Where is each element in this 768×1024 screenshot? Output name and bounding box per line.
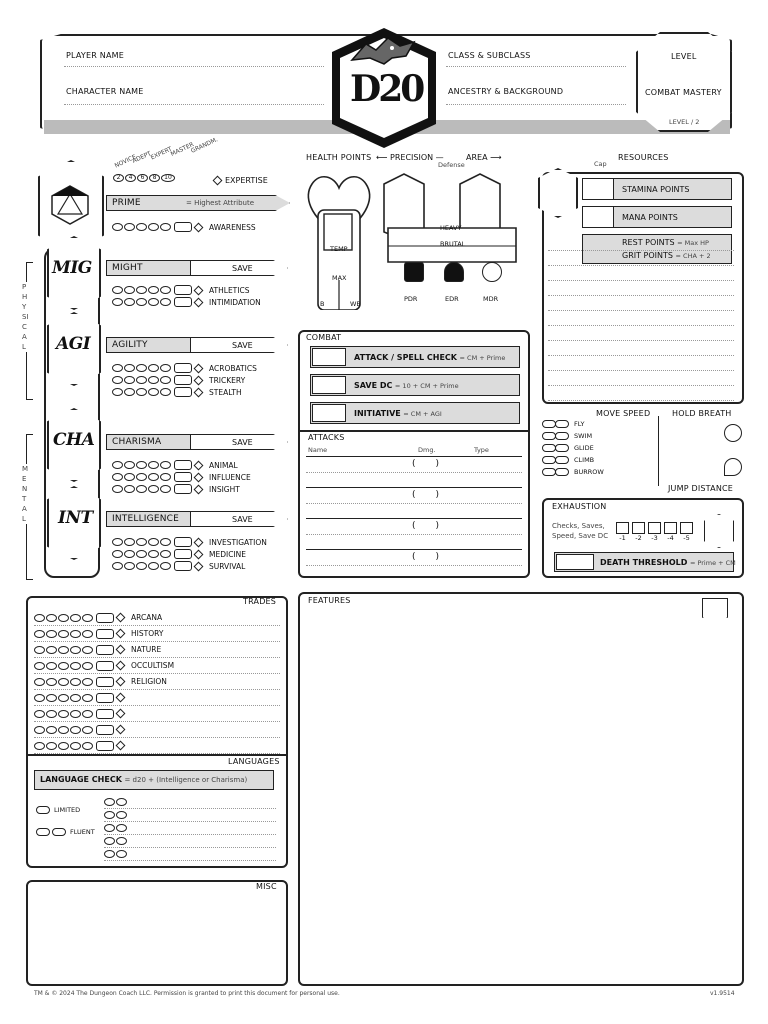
climb-row[interactable] <box>542 454 604 466</box>
burrow-label: BURROW <box>574 468 604 476</box>
precision-label: ⟵ PRECISION — <box>376 153 444 162</box>
class-subclass-label: CLASS & SUBCLASS <box>448 51 531 60</box>
language-lines <box>104 796 276 861</box>
language-check-label <box>40 775 247 784</box>
copyright-text: TM & © 2024 The Dungeon Coach LLC. Permission is granted to print this document for personal use. <box>34 990 340 997</box>
mastery-adept: ADEPT <box>131 150 153 165</box>
fluent-label: FLUENT <box>70 828 95 836</box>
occultism-row[interactable] <box>34 658 280 674</box>
influence-row[interactable] <box>112 471 251 483</box>
exhaustion-box-4[interactable] <box>664 522 677 534</box>
features-label: FEATURES <box>308 596 351 605</box>
mastery-value-4: 4 <box>125 174 136 182</box>
cap-label: Cap <box>594 160 607 168</box>
fluent-icon-2 <box>52 828 66 836</box>
player-name-field[interactable] <box>64 66 324 67</box>
limited-label: LIMITED <box>54 806 81 814</box>
agility-badge-text: AGI <box>56 334 91 354</box>
trade-blank-row[interactable] <box>34 706 280 722</box>
grit-points-text: GRIT POINTS <box>622 251 673 260</box>
initiative-box[interactable] <box>312 404 346 422</box>
misc-label: MISC <box>256 882 277 891</box>
awareness-mastery-dots[interactable] <box>112 223 171 231</box>
heart-icon[interactable] <box>302 170 376 314</box>
charisma-skills <box>112 459 251 495</box>
wb-label: WB <box>350 300 361 308</box>
resources-hex <box>538 168 578 218</box>
might-label: MIGHT <box>112 263 143 273</box>
stealth-expertise-icon[interactable] <box>194 387 204 397</box>
expertise-diamond-icon <box>213 176 223 186</box>
mastery-value-8: 8 <box>149 174 160 182</box>
death-threshold-text: DEATH THRESHOLD <box>600 558 688 567</box>
agility-save-label: SAVE <box>232 341 253 350</box>
trades-label: TRADES <box>243 597 277 606</box>
trickery-label: TRICKERY <box>209 375 246 385</box>
level-label: LEVEL <box>671 52 697 61</box>
stealth-label: STEALTH <box>209 387 242 397</box>
languages-label: LANGUAGES <box>228 757 280 766</box>
version-text: v1.9514 <box>710 990 735 997</box>
stealth-row[interactable] <box>112 386 257 398</box>
language-line[interactable] <box>104 796 276 809</box>
history-label: HISTORY <box>131 629 164 638</box>
charisma-badge-text: CHA <box>53 430 95 450</box>
area-text: AREA <box>466 153 488 162</box>
attack-row[interactable]: ( ) <box>306 549 522 580</box>
occultism-label: OCCULTISM <box>131 661 175 670</box>
medicine-row[interactable] <box>112 548 267 560</box>
exhaustion-levels <box>616 522 693 542</box>
acrobatics-row[interactable] <box>112 362 257 374</box>
area-label: AREA ⟶ <box>466 153 502 162</box>
attacks-dmg-header: Dmg. <box>418 446 436 454</box>
temp-label: TEMP <box>330 245 348 253</box>
level-note: LEVEL / 2 <box>669 118 700 126</box>
intimidation-label: INTIMIDATION <box>209 297 261 307</box>
glide-row[interactable] <box>542 442 604 454</box>
save-dc-box[interactable] <box>312 376 346 394</box>
trade-blank-row[interactable] <box>34 722 280 738</box>
animal-row[interactable] <box>112 459 251 471</box>
fly-row[interactable] <box>542 418 604 430</box>
mastery-value-2: 2 <box>113 174 124 182</box>
athletics-label: ATHLETICS <box>209 285 250 295</box>
save-dc-label <box>354 381 459 390</box>
expertise-label: EXPERTISE <box>225 176 268 185</box>
heavy-label: HEAVY <box>440 224 462 232</box>
attacks-label: ATTACKS <box>308 433 345 442</box>
trade-blank-row[interactable] <box>34 690 280 706</box>
athletics-expertise-icon[interactable] <box>194 285 204 295</box>
charisma-label: CHARISMA <box>112 437 162 447</box>
save-dc-note: = 10 + CM + Prime <box>394 382 459 390</box>
animal-expertise-icon[interactable] <box>194 460 204 470</box>
d20-logo-text: D20 <box>350 68 423 110</box>
exhaustion-note: Checks, Saves, Speed, Save DC <box>552 522 609 540</box>
move-speed-line <box>658 416 659 486</box>
stamina-cap-box[interactable] <box>582 178 614 200</box>
medicine-label: MEDICINE <box>209 549 246 559</box>
fly-label: FLY <box>574 420 585 428</box>
arcana-label: ARCANA <box>131 613 163 622</box>
survival-label: SURVIVAL <box>209 561 246 571</box>
expertise-legend <box>214 176 268 185</box>
swim-label: SWIM <box>574 432 593 440</box>
awareness-expertise-icon[interactable] <box>194 222 204 232</box>
grit-points-note: = CHA + 2 <box>675 252 711 260</box>
language-line[interactable] <box>104 822 276 835</box>
agility-label: AGILITY <box>112 340 148 350</box>
trickery-expertise-icon[interactable] <box>194 375 204 385</box>
mdr-label: MDR <box>483 295 499 303</box>
brutal-label: BRUTAL <box>440 240 466 248</box>
investigation-label: INVESTIGATION <box>209 537 267 547</box>
character-name-field[interactable] <box>64 104 324 105</box>
intimidation-expertise-icon[interactable] <box>194 297 204 307</box>
mastery-grandmaster: GRANDM. <box>189 136 220 155</box>
resource-lines <box>548 236 734 401</box>
attack-check-text: ATTACK / SPELL CHECK <box>354 353 457 362</box>
dragon-icon <box>348 34 418 68</box>
insight-label: INSIGHT <box>209 484 240 494</box>
survival-row[interactable] <box>112 560 267 572</box>
influence-expertise-icon[interactable] <box>194 472 204 482</box>
mastery-legend <box>112 136 232 170</box>
burrow-row[interactable] <box>542 466 604 478</box>
death-threshold-box[interactable] <box>556 554 594 570</box>
religion-label: RELIGION <box>131 677 167 686</box>
charisma-save-label: SAVE <box>232 438 253 447</box>
attack-row[interactable]: ( ) <box>306 518 522 549</box>
attacks-name-header: Name <box>308 446 328 454</box>
d20-die-icon <box>50 184 90 230</box>
b-label: B <box>320 300 325 308</box>
might-skills <box>112 284 261 308</box>
initiative-note: = CM + AGI <box>403 410 442 418</box>
intelligence-skills <box>112 536 267 572</box>
might-badge-text: MIG <box>52 258 92 278</box>
acrobatics-expertise-icon[interactable] <box>194 363 204 373</box>
rest-points-text: REST POINTS <box>622 238 675 247</box>
history-row[interactable] <box>34 626 280 642</box>
trickery-row[interactable] <box>112 374 257 386</box>
climb-label: CLIMB <box>574 456 595 464</box>
language-line[interactable] <box>104 835 276 848</box>
physical-label: PHYSICAL <box>22 283 29 351</box>
precision-text: PRECISION <box>390 153 434 162</box>
hold-breath-label: HOLD BREATH <box>672 409 732 418</box>
exhaustion-level-5: -5 <box>683 534 690 542</box>
intimidation-row[interactable] <box>112 296 261 308</box>
mastery-expert: EXPERT <box>149 145 174 162</box>
player-name-label: PLAYER NAME <box>66 51 124 60</box>
animal-label: ANIMAL <box>209 460 238 470</box>
edr-icon[interactable] <box>444 262 464 282</box>
awareness-row[interactable] <box>112 221 256 233</box>
mastery-value-10: 10 <box>161 174 175 182</box>
arcana-row[interactable] <box>34 610 280 626</box>
initiative-text: INITIATIVE <box>354 409 401 418</box>
prime-note: = Highest Attribute <box>186 199 255 207</box>
combat-label: COMBAT <box>306 333 342 342</box>
investigation-expertise-icon[interactable] <box>194 537 204 547</box>
mastery-value-6: 6 <box>137 174 148 182</box>
investigation-row[interactable] <box>112 536 267 548</box>
intelligence-badge-text: INT <box>58 508 93 528</box>
misc-panel[interactable] <box>26 880 288 986</box>
insight-expertise-icon[interactable] <box>194 484 204 494</box>
exhaustion-box-5[interactable] <box>680 522 693 534</box>
skull-icon <box>704 514 734 548</box>
mastery-master: MASTER <box>169 141 196 158</box>
exhaustion-level-3: -3 <box>651 534 658 542</box>
rest-points-note: = Max HP <box>677 239 709 247</box>
initiative-label <box>354 409 442 418</box>
ancestry-background-field[interactable] <box>446 104 626 105</box>
intelligence-save-label: SAVE <box>232 515 253 524</box>
stamina-points-label: STAMINA POINTS <box>622 185 690 194</box>
features-panel[interactable] <box>298 592 744 986</box>
attack-check-note: = CM + Prime <box>459 354 506 362</box>
hold-breath-icon <box>724 424 742 442</box>
attacks-type-header: Type <box>474 446 489 454</box>
attack-check-label <box>354 353 505 362</box>
fluent-icon <box>36 828 50 836</box>
fluent-legend <box>36 828 95 836</box>
languages-divider <box>28 754 286 756</box>
athletics-row[interactable] <box>112 284 261 296</box>
swim-row[interactable] <box>542 430 604 442</box>
trades-list <box>34 610 280 754</box>
death-threshold-note: = Prime + CM <box>689 559 736 567</box>
jump-distance-label: JUMP DISTANCE <box>668 484 734 493</box>
agility-skills <box>112 362 257 398</box>
mastery-novice: NOVICE <box>113 153 138 170</box>
attack-row[interactable]: ( ) <box>306 456 522 487</box>
movement-modes <box>542 418 604 478</box>
awareness-label: AWARENESS <box>209 222 256 232</box>
awareness-bonus-box[interactable] <box>174 222 192 232</box>
attack-rows <box>306 456 522 580</box>
mdr-icon[interactable] <box>482 262 502 282</box>
limited-icon <box>36 806 50 814</box>
mastery-values <box>113 174 175 182</box>
nature-label: NATURE <box>131 645 162 654</box>
might-save-label: SAVE <box>232 264 253 273</box>
nature-row[interactable] <box>34 642 280 658</box>
exhaustion-level-4: -4 <box>667 534 674 542</box>
trade-blank-row[interactable] <box>34 738 280 754</box>
defense-label: Defense <box>438 161 465 169</box>
prime-label: PRIME <box>112 198 141 208</box>
influence-label: INFLUENCE <box>209 472 251 482</box>
attack-row[interactable]: ( ) <box>306 487 522 518</box>
ancestry-background-label: ANCESTRY & BACKGROUND <box>448 87 564 96</box>
level-hex[interactable] <box>636 32 732 132</box>
exhaustion-box-1[interactable] <box>616 522 629 534</box>
max-label: MAX <box>332 274 347 282</box>
save-dc-text: SAVE DC <box>354 381 393 390</box>
jump-icon <box>724 458 742 476</box>
medicine-expertise-icon[interactable] <box>194 549 204 559</box>
insight-row[interactable] <box>112 483 251 495</box>
combat-mastery-label: COMBAT MASTERY <box>645 88 722 97</box>
pdr-label: PDR <box>404 295 418 303</box>
acrobatics-label: ACROBATICS <box>209 363 257 373</box>
exhaustion-label: EXHAUSTION <box>552 502 607 511</box>
move-speed-label: MOVE SPEED <box>596 409 651 418</box>
limited-legend <box>36 806 80 814</box>
language-check-text: LANGUAGE CHECK <box>40 775 122 784</box>
mental-label: MENTAL <box>22 465 29 523</box>
intelligence-label: INTELLIGENCE <box>112 514 180 524</box>
edr-label: EDR <box>445 295 459 303</box>
exhaustion-level-2: -2 <box>635 534 642 542</box>
health-points-label: HEALTH POINTS <box>306 153 372 162</box>
language-line[interactable] <box>104 848 276 861</box>
language-line[interactable] <box>104 809 276 822</box>
survival-expertise-icon[interactable] <box>194 561 204 571</box>
class-subclass-field[interactable] <box>446 66 626 67</box>
exhaustion-level-1: -1 <box>619 534 626 542</box>
resources-label: RESOURCES <box>618 153 669 162</box>
mana-cap-box[interactable] <box>582 206 614 228</box>
religion-row[interactable] <box>34 674 280 690</box>
pdr-icon[interactable] <box>404 262 424 282</box>
exhaustion-box-3[interactable] <box>648 522 661 534</box>
death-threshold-label <box>600 558 736 567</box>
attacks-divider <box>300 430 528 432</box>
exhaustion-box-2[interactable] <box>632 522 645 534</box>
mana-points-label: MANA POINTS <box>622 213 678 222</box>
glide-label: GLIDE <box>574 444 594 452</box>
language-check-note: = d20 + (Intelligence or Charisma) <box>124 776 248 784</box>
attack-check-box[interactable] <box>312 348 346 366</box>
character-name-label: CHARACTER NAME <box>66 87 144 96</box>
